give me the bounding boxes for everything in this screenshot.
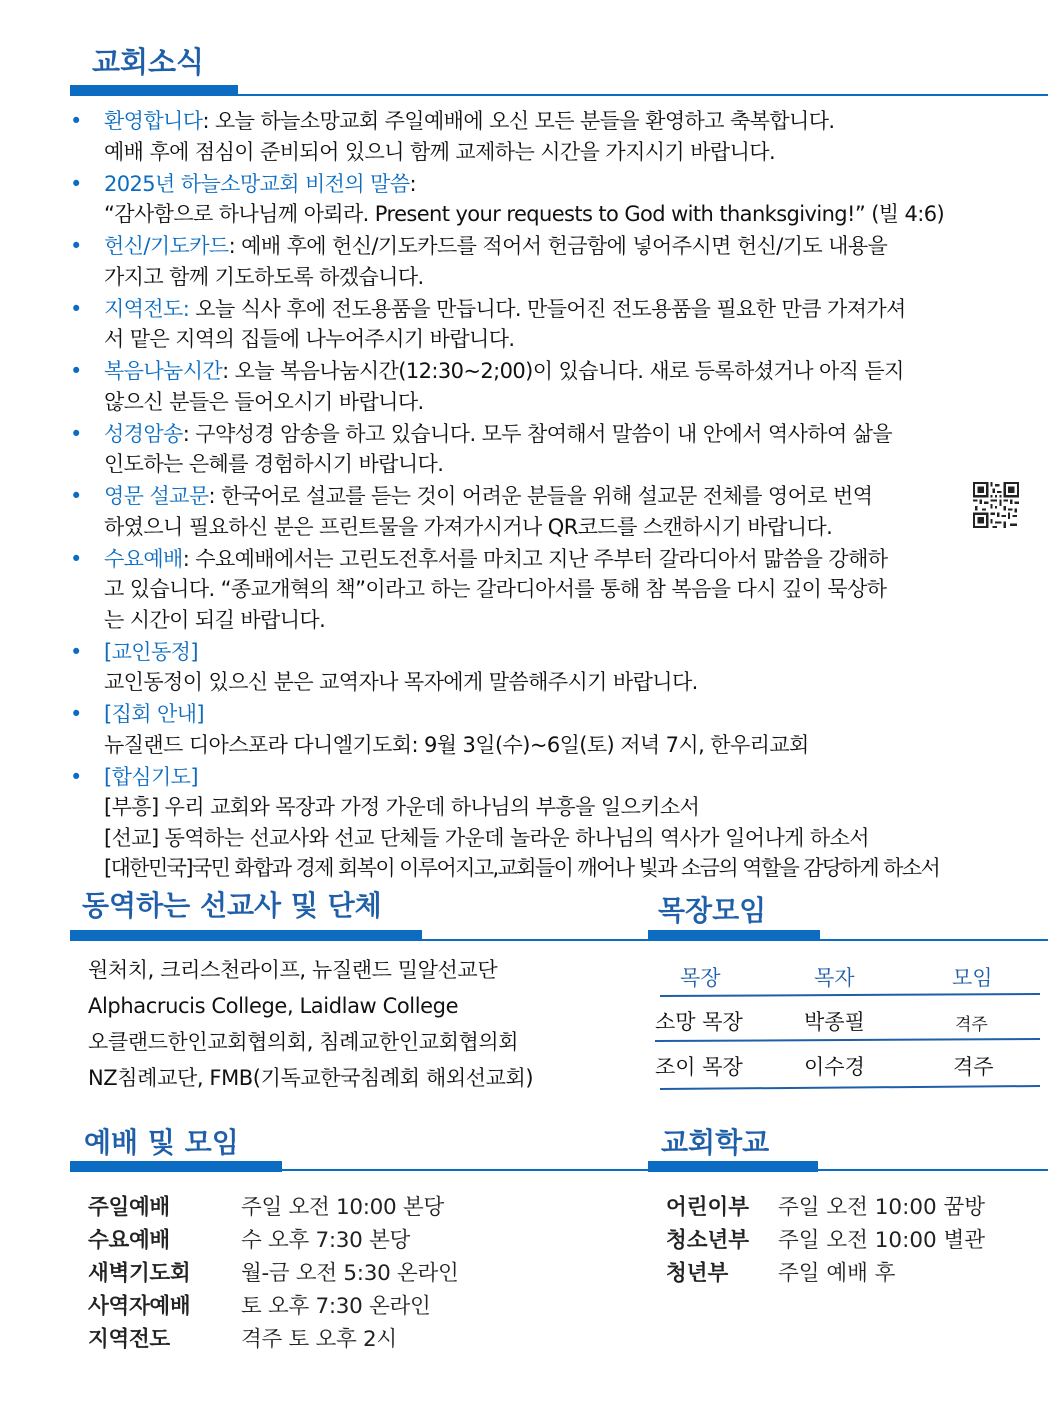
school-time: 주일 오전 10:00 별관 bbox=[778, 1228, 986, 1253]
news-item-text: : 구약성경 암송을 하고 있습니다. 모두 참여해서 말씀이 내 안에서 역사하여 삶을 bbox=[182, 421, 893, 446]
bullet-icon: • bbox=[70, 702, 82, 726]
bullet-icon: • bbox=[70, 484, 82, 508]
cell-row-meeting: 격주 bbox=[953, 1055, 994, 1079]
cell-row-name: 조이 목장 bbox=[655, 1055, 743, 1079]
news-item-label: 환영합니다 bbox=[104, 109, 203, 133]
worship-name: 지역전도 bbox=[88, 1327, 170, 1352]
school-list bbox=[666, 1191, 985, 1290]
cell-section-title: 목장모임 bbox=[658, 894, 767, 927]
bullet-icon: • bbox=[70, 109, 82, 133]
news-item-text: : bbox=[409, 171, 416, 196]
cell-header-shepherd: 목자 bbox=[814, 966, 855, 990]
news-item-label: 복음나눔시간 bbox=[104, 359, 223, 383]
missions-section-title: 동역하는 선교사 및 단체 bbox=[82, 889, 382, 922]
news-item bbox=[70, 169, 1045, 230]
news-item-label: 수요예배 bbox=[104, 546, 183, 571]
missions-list bbox=[88, 952, 533, 1096]
worship-row bbox=[88, 1257, 458, 1290]
news-item-text: : 오늘 하늘소망교회 주일예배에 오신 모든 분들을 환영하고 축복합니다. bbox=[202, 109, 835, 133]
bullet-icon: • bbox=[70, 421, 82, 446]
worship-row bbox=[88, 1323, 458, 1356]
news-item bbox=[70, 637, 1045, 698]
bullet-icon: • bbox=[70, 296, 82, 321]
news-item-text: 고 있습니다. “종교개혁의 책”이라고 하는 갈라디아서를 통해 참 복음을 다시 깊이 묵상하 bbox=[104, 577, 887, 601]
news-item-text: 하였으니 필요하신 분은 프린트물을 가져가시거나 QR코드를 스캔하시기 바랍니다. bbox=[104, 514, 833, 539]
worship-time: 격주 토 오후 2시 bbox=[241, 1327, 397, 1352]
news-item-text: 않으신 분들은 들어오시기 바랍니다. bbox=[104, 389, 424, 414]
news-item bbox=[70, 356, 1045, 417]
bullet-icon: • bbox=[70, 359, 82, 383]
news-item-label: 2025년 하늘소망교회 비전의 말씀 bbox=[104, 171, 410, 196]
cell-row-name: 소망 목장 bbox=[655, 1010, 743, 1034]
worship-section-title: 예배 및 모임 bbox=[84, 1126, 239, 1159]
cell-header-meeting: 모임 bbox=[952, 966, 993, 990]
news-item-text: 는 시간이 되길 바랍니다. bbox=[104, 607, 326, 632]
news-divider bbox=[238, 94, 1048, 96]
school-name: 청년부 bbox=[666, 1261, 729, 1286]
news-item-text: [부흥] 우리 교회와 목장과 가정 가운데 하나님의 부흥을 일으키소서 bbox=[104, 795, 700, 819]
news-item bbox=[70, 106, 1045, 167]
worship-name: 새벽기도회 bbox=[88, 1261, 191, 1286]
cell-row-meeting: 격주 bbox=[955, 1015, 988, 1035]
worship-name: 수요예배 bbox=[88, 1228, 170, 1253]
news-item-text: 교인동정이 있으신 분은 교역자나 목자에게 말씀해주시기 바랍니다. bbox=[104, 670, 698, 694]
news-item-text: 오늘 식사 후에 전도용품을 만듭니다. 만들어진 전도용품을 필요한 만큼 가져가셔 bbox=[189, 296, 906, 321]
news-title-bar bbox=[70, 85, 238, 96]
missions-title-bar bbox=[70, 930, 422, 941]
bullet-icon: • bbox=[70, 764, 82, 789]
qr-code-icon[interactable] bbox=[973, 482, 1019, 528]
school-title-bar bbox=[648, 1161, 818, 1172]
mission-item: 오클랜드한인교회협의회, 침례교한인교회협의회 bbox=[88, 1030, 519, 1054]
bullet-icon: • bbox=[70, 546, 82, 571]
cell-divider bbox=[820, 939, 1048, 941]
news-item bbox=[70, 419, 1045, 480]
worship-row bbox=[88, 1191, 458, 1224]
bullet-icon: • bbox=[70, 171, 82, 196]
worship-time: 토 오후 7:30 온라인 bbox=[241, 1294, 431, 1319]
news-item-label: [집회 안내] bbox=[104, 702, 205, 726]
bullet-icon: • bbox=[70, 639, 82, 664]
news-item-text: : 한국어로 설교를 듣는 것이 어려운 분들을 위해 설교문 전체를 영어로 번역 bbox=[208, 484, 873, 508]
worship-list bbox=[88, 1191, 458, 1356]
bullet-icon: • bbox=[70, 234, 82, 258]
school-section-title: 교회학교 bbox=[661, 1126, 770, 1159]
news-item-text: : 오늘 복음나눔시간(12:30~2;00)이 있습니다. 새로 등록하셨거나 아직 듣지 bbox=[222, 359, 904, 383]
news-section-title: 교회소식 bbox=[92, 45, 205, 79]
news-item-label: 영문 설교문 bbox=[104, 484, 209, 508]
news-item-text: “감사함으로 하나님께 아뢰라. Present your requests to God with thanksgiving!” (빌 4:6) bbox=[104, 202, 945, 226]
news-item-label: 성경암송 bbox=[104, 421, 183, 446]
school-name: 어린이부 bbox=[666, 1195, 750, 1220]
news-item-text: 인도하는 은혜를 경험하시기 바랍니다. bbox=[104, 452, 444, 476]
worship-name: 사역자예배 bbox=[88, 1294, 191, 1319]
school-time: 주일 예배 후 bbox=[778, 1261, 896, 1286]
school-row bbox=[666, 1191, 985, 1224]
worship-name: 주일예배 bbox=[88, 1195, 170, 1220]
news-item bbox=[70, 231, 1045, 292]
missions-divider bbox=[422, 939, 650, 941]
news-item-label: 지역전도: bbox=[104, 296, 190, 321]
school-time: 주일 오전 10:00 꿈방 bbox=[778, 1195, 986, 1220]
news-item-text: 가지고 함께 기도하도록 하겠습니다. bbox=[104, 264, 424, 289]
worship-divider bbox=[282, 1169, 648, 1171]
cell-row-shepherd: 박종필 bbox=[804, 1010, 865, 1034]
worship-title-bar bbox=[70, 1161, 282, 1172]
news-item-text: 서 맡은 지역의 집들에 나누어주시기 바랍니다. bbox=[104, 327, 515, 351]
mission-item: 원처치, 크리스천라이프, 뉴질랜드 밀알선교단 bbox=[88, 958, 498, 982]
school-name: 청소년부 bbox=[666, 1228, 750, 1253]
news-item bbox=[70, 294, 1045, 355]
news-item-text: [대한민국]국민 화합과 경제 회복이 이루어지고,교회들이 깨어나 빛과 소금의 역할을 감당하게 하소서 bbox=[104, 856, 940, 880]
cell-title-bar bbox=[648, 930, 820, 941]
mission-item: Alphacrucis College, Laidlaw College bbox=[88, 994, 459, 1018]
news-item-label: 헌신/기도카드 bbox=[104, 234, 229, 258]
worship-time: 월-금 오전 5:30 온라인 bbox=[241, 1261, 459, 1286]
worship-row bbox=[88, 1290, 458, 1323]
news-item-text: 예배 후에 점심이 준비되어 있으니 함께 교제하는 시간을 가지시기 바랍니다. bbox=[104, 139, 776, 164]
news-item-text: : 예배 후에 헌신/기도카드를 적어서 헌금함에 넣어주시면 헌신/기도 내용을 bbox=[228, 234, 888, 258]
news-item-text: 뉴질랜드 디아스포라 다니엘기도회: 9월 3일(수)~6일(토) 저녁 7시, 한우리교회 bbox=[104, 732, 809, 757]
news-item-label: [교인동정] bbox=[104, 639, 198, 664]
news-item bbox=[70, 544, 1045, 636]
mission-item: NZ침례교단, FMB(기독교한국침례회 해외선교회) bbox=[88, 1066, 534, 1090]
news-item-text: [선교] 동역하는 선교사와 선교 단체들 가운데 놀라운 하나님의 역사가 일어나게 하소서 bbox=[104, 825, 869, 850]
cell-row-shepherd: 이수경 bbox=[804, 1055, 865, 1079]
news-item bbox=[70, 699, 1045, 760]
school-divider bbox=[818, 1169, 1048, 1171]
news-item-label: [합심기도] bbox=[104, 764, 198, 789]
news-item bbox=[70, 481, 1045, 542]
news-item-text: : 수요예배에서는 고린도전후서를 마치고 지난 주부터 갈라디아서 맒씀을 강해하 bbox=[182, 546, 888, 571]
news-item bbox=[70, 762, 1045, 884]
cell-header-leader: 목장 bbox=[680, 966, 721, 990]
worship-time: 수 오후 7:30 본당 bbox=[241, 1228, 411, 1253]
worship-time: 주일 오전 10:00 본당 bbox=[241, 1195, 444, 1220]
worship-row bbox=[88, 1224, 458, 1257]
school-row bbox=[666, 1257, 985, 1290]
school-row bbox=[666, 1224, 985, 1257]
news-list bbox=[70, 106, 1045, 885]
